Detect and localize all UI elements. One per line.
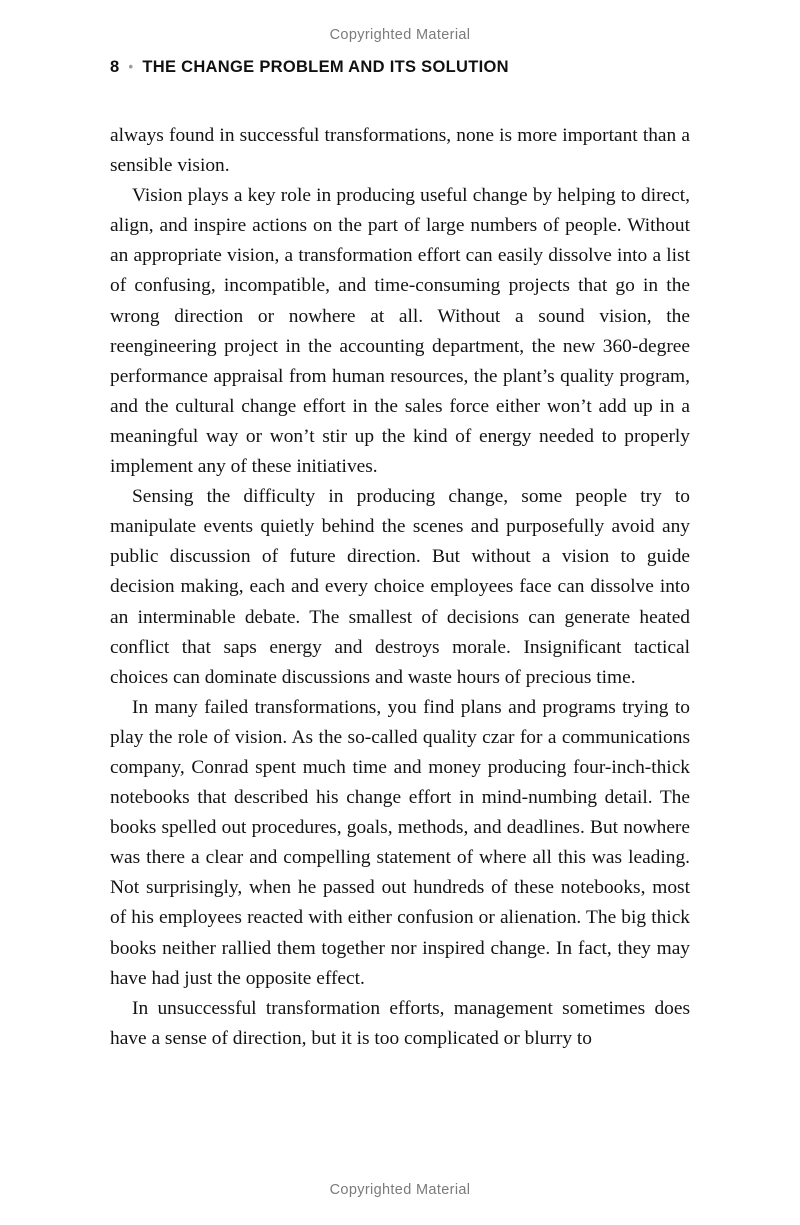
body-paragraph: In many failed transformations, you find plans and programs trying to play the role of vision. As the so-called quality czar for a communications company, Conrad spent much time and money producing four-inch-thick notebooks that described his change effort in mind-numbing detail. The books spelled out procedures, goals, methods, and deadlines. But nowhere was there a clear and compelling statement of where all this was leading. Not surprisingly, when he passed out hundreds of these notebooks, most of his employees reacted with either confusion or alienation. The big thick books neither rallied them together nor inspired change. In fact, they may have had just the opposite effect. (110, 696, 690, 989)
copyright-watermark-top: Copyrighted Material (329, 27, 471, 43)
running-head (110, 58, 509, 77)
body-paragraph: Vision plays a key role in producing useful change by helping to direct, align, and inspire actions on the part of large numbers of people. Without an appropriate vision, a transformation effort can easily dissolve into a list of confusing, incompatible, and time-consuming projects that go in the wrong direction or nowhere at all. Without a sound vision, the reengineering project in the accounting department, the new 360-degree performance appraisal from human resources, the plant’s quality program, and the cultural change effort in the sales force either won’t add up in a meaningful way or won’t stir up the kind of energy needed to properly implement any of these initiatives. (110, 185, 690, 478)
copyright-watermark-bottom: Copyrighted Material (329, 1182, 471, 1198)
bullet-separator-icon: • (128, 59, 134, 74)
body-text-block (110, 121, 690, 1054)
body-paragraph: Sensing the difficulty in producing change, some people try to manipulate events quietly behind the scenes and purposefully avoid any public discussion of future direction. But without a vision to guide decision making, each and every choice employees face can dissolve into an interminable debate. The smallest of decisions can generate heated conflict that saps energy and destroys morale. Insignificant tactical choices can dominate discussions and waste hours of precious time. (110, 486, 690, 688)
body-paragraph: always found in successful transformations, none is more important than a sensible vision. (110, 125, 690, 177)
body-paragraph: In unsuccessful transformation efforts, management sometimes does have a sense of direction, but it is too complicated or blurry to (110, 997, 690, 1049)
page-number: 8 (110, 58, 120, 76)
chapter-title: THE CHANGE PROBLEM AND ITS SOLUTION (142, 58, 509, 76)
